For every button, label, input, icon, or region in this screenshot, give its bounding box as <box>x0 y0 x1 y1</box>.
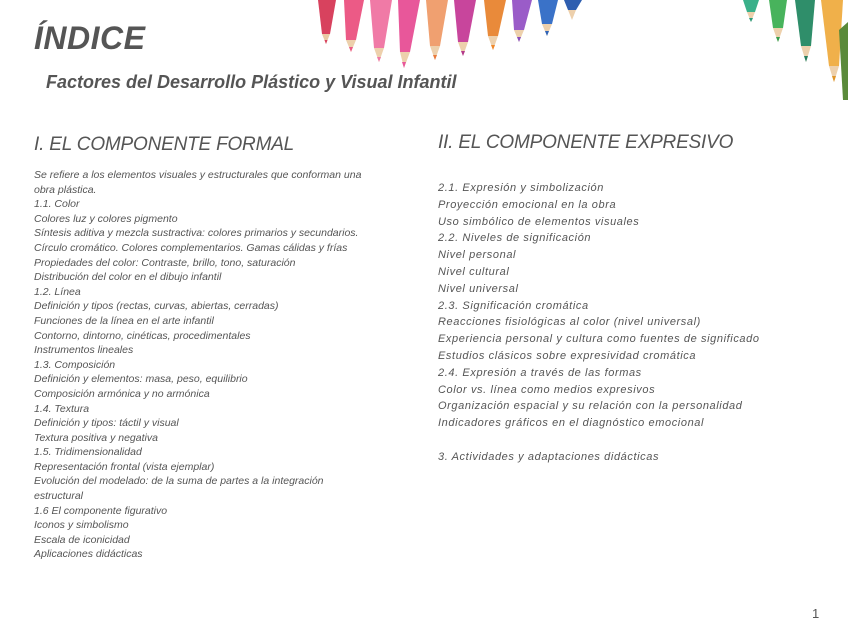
list-item: Círculo cromático. Colores complementarios. Gamas cálidas y frías <box>34 241 348 254</box>
list-item: Experiencia personal y cultura como fuentes de significado <box>438 333 760 346</box>
list-item: 1.6 El componente figurativo <box>34 504 168 517</box>
formal-component-list <box>34 168 404 562</box>
list-item: Funciones de la línea en el arte infantil <box>34 314 214 327</box>
list-item: Nivel cultural <box>438 265 510 278</box>
list-item: 2.1. Expresión y simbolización <box>438 182 604 194</box>
list-item: 1.3. Composición <box>34 358 116 371</box>
list-item: Color vs. línea como medios expresivos <box>438 383 656 396</box>
colored-pencils-corner-image <box>735 0 848 100</box>
list-item: obra plástica. <box>34 183 97 196</box>
list-item: 1.1. Color <box>34 198 80 211</box>
list-item: Nivel universal <box>438 282 519 295</box>
formal-component-heading: I. EL COMPONENTE FORMAL <box>34 134 295 155</box>
list-item: estructural <box>34 490 84 503</box>
list-item: Proyección emocional en la obra <box>438 198 617 211</box>
list-item: Textura positiva y negativa <box>34 431 158 444</box>
list-item: Nivel personal <box>438 249 517 262</box>
list-item: 2.2. Niveles de significación <box>438 232 592 245</box>
list-item: Composición armónica y no armónica <box>34 387 210 400</box>
list-item: Definición y tipos (rectas, curvas, abiertas, cerradas) <box>34 300 279 313</box>
list-item: 1.2. Línea <box>34 285 81 298</box>
expressive-component-heading: II. EL COMPONENTE EXPRESIVO <box>438 132 734 153</box>
list-item: Estudios clásicos sobre expresividad cromática <box>438 349 697 362</box>
list-item: Uso simbólico de elementos visuales <box>438 215 640 228</box>
expressive-component-column <box>438 132 838 466</box>
list-item: 1.5. Tridimensionalidad <box>34 446 142 459</box>
formal-component-column <box>34 134 404 562</box>
page-title: ÍNDICE <box>34 20 146 56</box>
list-item: 2.4. Expresión a través de las formas <box>438 366 642 379</box>
list-item: Evolución del modelado: de la suma de partes a la integración <box>34 475 324 488</box>
list-item: Distribución del color en el dibujo infantil <box>34 271 222 284</box>
list-item: Contorno, dintorno, cinéticas, procedimentales <box>34 329 251 342</box>
list-item: Indicadores gráficos en el diagnóstico emocional <box>438 417 705 430</box>
list-item: 2.3. Significación cromática <box>438 299 589 312</box>
list-item: Instrumentos lineales <box>34 344 134 357</box>
list-item: Definición y elementos: masa, peso, equilibrio <box>34 373 248 386</box>
list-spacer <box>438 432 838 449</box>
list-item: Iconos y simbolismo <box>34 519 129 532</box>
list-item: Aplicaciones didácticas <box>34 548 143 561</box>
list-item: Escala de iconicidad <box>34 533 130 546</box>
page-subtitle: Factores del Desarrollo Plástico y Visual Infantil <box>46 72 457 92</box>
list-item: Se refiere a los elementos visuales y estructurales que conforman una <box>34 169 362 181</box>
activities-item: 3. Actividades y adaptaciones didácticas <box>438 450 660 463</box>
list-item: Síntesis aditiva y mezcla sustractiva: colores primarios y secundarios. <box>34 227 359 240</box>
list-item: Definición y tipos: táctil y visual <box>34 417 179 430</box>
colored-pencils-image <box>300 0 590 80</box>
list-item: Reacciones fisiológicas al color (nivel universal) <box>438 316 701 329</box>
list-item: Propiedades del color: Contraste, brillo, tono, saturación <box>34 256 296 269</box>
list-item: Colores luz y colores pigmento <box>34 212 178 225</box>
list-item: 1.4. Textura <box>34 402 90 415</box>
list-item: Representación frontal (vista ejemplar) <box>34 460 215 473</box>
expressive-component-list <box>438 180 838 466</box>
page-number: 1 <box>812 606 820 621</box>
list-item: Organización espacial y su relación con la personalidad <box>438 400 743 413</box>
